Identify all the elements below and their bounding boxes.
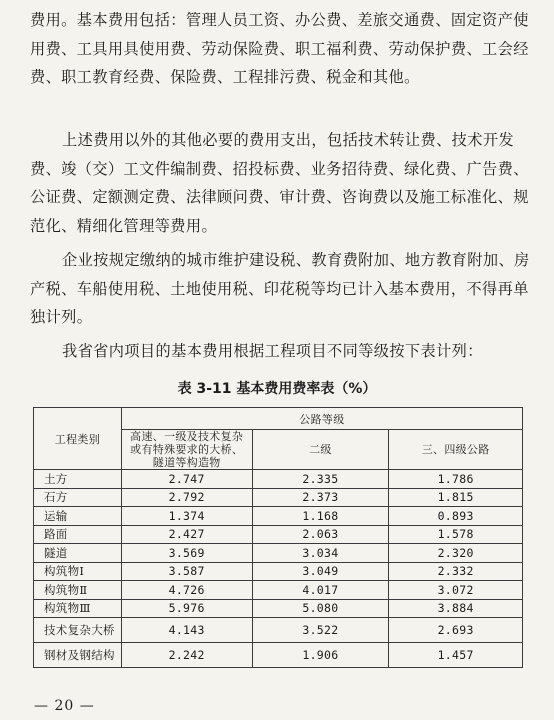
rate-cell: 2.242 <box>121 643 252 668</box>
paragraph-basic-fee-items: 费用。基本费用包括：管理人员工资、办公费、差旅交通费、固定资产使用费、工具用具使用费、劳动保险费、职工福利费、劳动保护费、工会经费、职工教育经费、保险费、工程排污费、税金和其他。 <box>30 11 529 87</box>
paragraph-taxes: 企业按规定缴纳的城市维护建设税、教育费附加、地方教育附加、房产税、车船使用税、土地使用税、印花税等均已计入基本费用，不得再单独计列。 <box>30 251 530 327</box>
rate-cell: 1.906 <box>252 643 389 668</box>
rate-cell: 2.335 <box>252 470 389 489</box>
rate-cell: 2.063 <box>252 525 389 544</box>
row-category-name: 构筑物Ⅰ <box>34 562 122 581</box>
table-row <box>34 544 523 563</box>
table-row <box>34 599 523 618</box>
table-row <box>34 525 523 544</box>
row-category-name: 路面 <box>34 525 122 544</box>
rate-cell: 3.049 <box>252 562 389 581</box>
rate-cell: 2.373 <box>252 488 389 507</box>
rate-cell: 2.747 <box>121 470 252 489</box>
rate-cell: 1.578 <box>389 525 523 544</box>
rate-cell: 4.017 <box>252 581 389 600</box>
table-row <box>34 581 523 600</box>
row-category-name: 钢材及钢结构 <box>34 643 122 668</box>
page-number: — 20 — <box>34 698 95 714</box>
table-row <box>34 618 523 643</box>
rate-cell: 2.332 <box>389 562 523 581</box>
rate-cell: 3.587 <box>121 562 252 581</box>
rate-cell: 2.320 <box>389 544 523 563</box>
rate-cell: 1.815 <box>389 488 523 507</box>
rate-cell: 1.786 <box>389 470 523 489</box>
row-category-name: 技术复杂大桥 <box>34 618 122 643</box>
row-category-name: 构筑物Ⅲ <box>34 599 122 618</box>
table-row <box>34 470 523 489</box>
row-category-name: 构筑物Ⅱ <box>34 581 122 600</box>
table-row <box>34 562 523 581</box>
paragraph-table-intro: 我省省内项目的基本费用根据工程项目不同等级按下表计列： <box>62 342 483 360</box>
table-row <box>34 507 523 526</box>
rate-cell: 3.569 <box>121 544 252 563</box>
rate-cell: 1.168 <box>252 507 389 526</box>
table-caption: 表 3-11 基本费用费率表（%） <box>177 381 377 397</box>
row-category-name: 隧道 <box>34 544 122 563</box>
rate-cell: 5.976 <box>121 599 252 618</box>
table-row <box>34 643 523 668</box>
header-project-category: 工程类别 <box>34 408 122 470</box>
header-second-class: 二级 <box>252 430 389 470</box>
paragraph-other-expenses: 上述费用以外的其他必要的费用支出，包括技术转让费、技术开发费、竣（交）工文件编制费、招投标费、业务招待费、绿化费、广告费、公证费、定额测定费、法律顾问费、审计费、咨询费以及施工标准化、规范化、精细化管理等费用。 <box>30 131 529 235</box>
rate-cell: 3.034 <box>252 544 389 563</box>
rate-cell: 3.072 <box>389 581 523 600</box>
header-road-grade: 公路等级 <box>121 408 522 430</box>
table-row <box>34 488 523 507</box>
row-category-name: 运输 <box>34 507 122 526</box>
rate-cell: 0.893 <box>389 507 523 526</box>
rate-cell: 3.522 <box>252 618 389 643</box>
rate-cell: 2.792 <box>121 488 252 507</box>
header-expressway-first-class: 高速、一级及技术复杂或有特殊要求的大桥、隧道等构造物 <box>121 430 252 470</box>
rate-cell: 2.427 <box>121 525 252 544</box>
row-category-name: 石方 <box>34 488 122 507</box>
basic-fee-rate-table <box>33 407 523 668</box>
header-third-fourth-class: 三、四级公路 <box>389 430 523 470</box>
rate-cell: 1.457 <box>389 643 523 668</box>
row-category-name: 土方 <box>34 470 122 489</box>
rate-cell: 2.693 <box>389 618 523 643</box>
rate-cell: 1.374 <box>121 507 252 526</box>
rate-cell: 4.726 <box>121 581 252 600</box>
rate-cell: 4.143 <box>121 618 252 643</box>
rate-cell: 5.080 <box>252 599 389 618</box>
rate-cell: 3.884 <box>389 599 523 618</box>
table-body <box>34 470 523 668</box>
